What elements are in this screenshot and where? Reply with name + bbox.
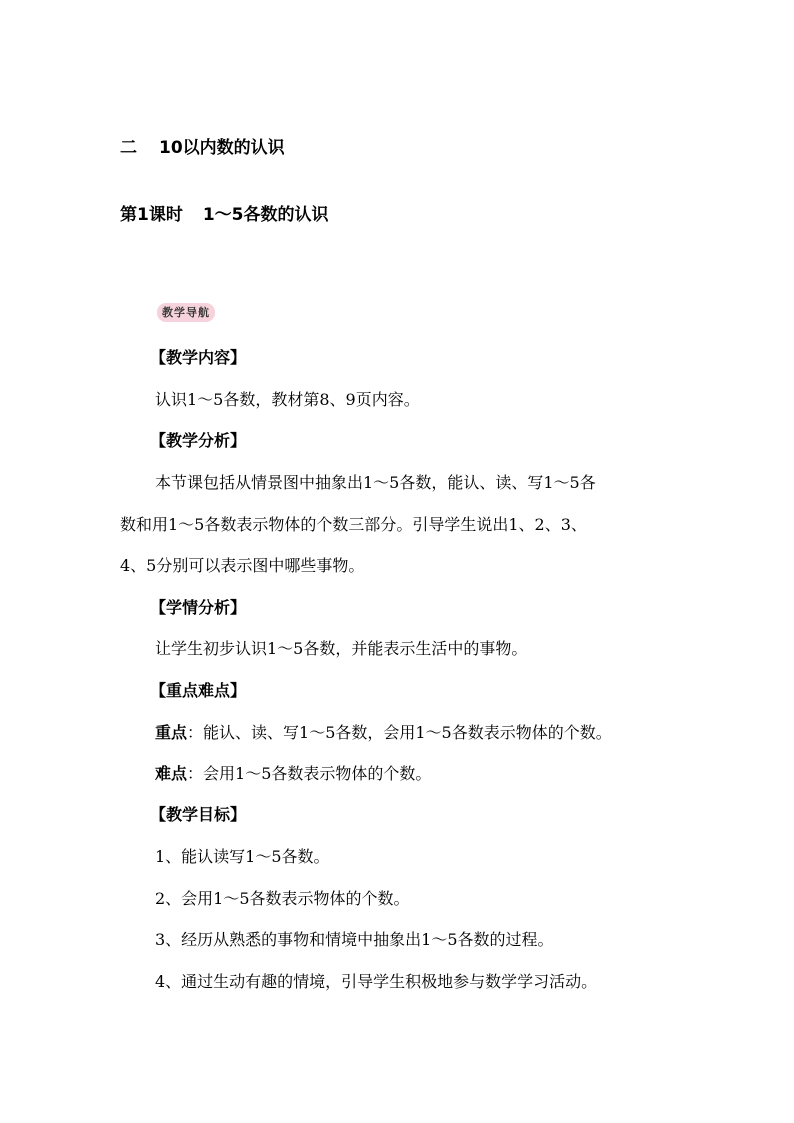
teaching-content-text: 认识1～5各数，教材第8、9页内容。 bbox=[155, 390, 420, 409]
chapter-title bbox=[120, 133, 285, 158]
analysis-line-1: 本节课包括从情景图中抽象出1～5各数，能认、读、写1～5各 bbox=[155, 473, 596, 492]
difficult-point-text: ：会用1～5各数表示物体的个数。 bbox=[187, 764, 432, 783]
key-point-label: 重点 bbox=[155, 723, 188, 742]
key-point-line bbox=[155, 720, 612, 743]
difficult-point-line bbox=[155, 761, 431, 784]
goal-item: 2、会用1～5各数表示物体的个数。 bbox=[155, 889, 410, 908]
heading-teaching-content: 【教学内容】 bbox=[150, 348, 247, 367]
goal-item: 4、通过生动有趣的情境，引导学生积极地参与数学学习活动。 bbox=[155, 972, 598, 991]
goal-item: 1、能认读写1～5各数。 bbox=[155, 847, 330, 866]
analysis-line-3: 4、5分别可以表示图中哪些事物。 bbox=[120, 556, 365, 575]
difficult-point-label: 难点 bbox=[155, 764, 188, 783]
key-point-text: ：能认、读、写1～5各数，会用1～5各数表示物体的个数。 bbox=[187, 723, 612, 742]
heading-teaching-analysis: 【教学分析】 bbox=[150, 431, 247, 450]
analysis-line-2: 数和用1～5各数表示物体的个数三部分。引导学生说出1、2、3、 bbox=[120, 515, 587, 534]
learning-analysis-text: 让学生初步认识1～5各数，并能表示生活中的事物。 bbox=[155, 639, 528, 658]
heading-key-points: 【重点难点】 bbox=[150, 681, 247, 700]
heading-teaching-goals: 【教学目标】 bbox=[150, 805, 247, 824]
chapter-name: 10以内数的认识 bbox=[159, 138, 285, 158]
chapter-prefix: 二 bbox=[120, 138, 137, 158]
goal-item: 3、经历从熟悉的事物和情境中抽象出1～5各数的过程。 bbox=[155, 930, 554, 949]
lesson-label: 第1课时 bbox=[120, 205, 183, 225]
heading-learning-analysis: 【学情分析】 bbox=[150, 598, 247, 617]
teaching-nav-badge: 教学导航 bbox=[157, 303, 215, 322]
lesson-name: 1～5各数的认识 bbox=[202, 205, 329, 225]
lesson-title bbox=[120, 200, 329, 225]
